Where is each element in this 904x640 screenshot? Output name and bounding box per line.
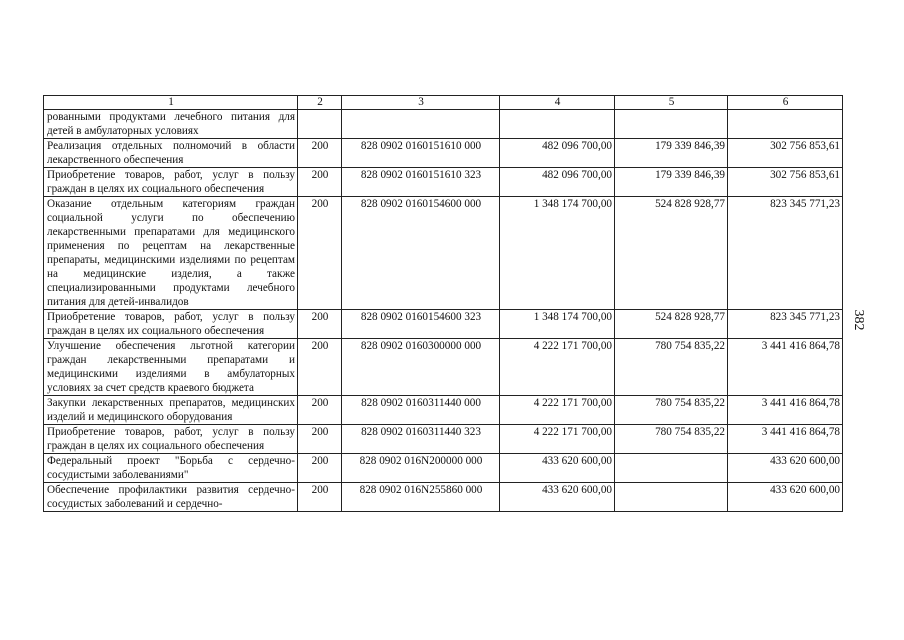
column-header-5: 5 xyxy=(615,96,728,110)
table-row xyxy=(44,483,843,512)
row-name: Приобретение товаров, работ, услуг в пользу граждан в целях их социального обеспечения xyxy=(44,168,298,197)
row-value-5: 179 339 846,39 xyxy=(615,139,728,168)
table-row xyxy=(44,197,843,310)
row-kbk: 828 0902 016N200000 000 xyxy=(342,454,500,483)
row-name: рованными продуктами лечебного питания для детей в амбулаторных условиях xyxy=(44,110,298,139)
row-value-5: 780 754 835,22 xyxy=(615,425,728,454)
table-row xyxy=(44,425,843,454)
row-value-5: 780 754 835,22 xyxy=(615,339,728,396)
row-code: 200 xyxy=(298,483,342,512)
row-value-6: 823 345 771,23 xyxy=(728,310,843,339)
row-kbk xyxy=(342,110,500,139)
row-value-5 xyxy=(615,454,728,483)
column-header-3: 3 xyxy=(342,96,500,110)
row-value-6: 433 620 600,00 xyxy=(728,454,843,483)
row-kbk: 828 0902 0160151610 323 xyxy=(342,168,500,197)
row-name: Приобретение товаров, работ, услуг в пользу граждан в целях их социального обеспечения xyxy=(44,310,298,339)
row-code: 200 xyxy=(298,197,342,310)
row-kbk: 828 0902 0160154600 000 xyxy=(342,197,500,310)
row-value-4 xyxy=(500,110,615,139)
row-kbk: 828 0902 0160311440 323 xyxy=(342,425,500,454)
row-value-6: 823 345 771,23 xyxy=(728,197,843,310)
table-row xyxy=(44,454,843,483)
table-row xyxy=(44,396,843,425)
row-value-4: 433 620 600,00 xyxy=(500,454,615,483)
row-kbk: 828 0902 0160300000 000 xyxy=(342,339,500,396)
row-name: Закупки лекарственных препаратов, медицинских изделий и медицинского оборудования xyxy=(44,396,298,425)
column-header-4: 4 xyxy=(500,96,615,110)
table-header-row xyxy=(44,96,843,110)
row-value-6: 302 756 853,61 xyxy=(728,168,843,197)
row-code: 200 xyxy=(298,310,342,339)
budget-table xyxy=(43,95,843,512)
row-name: Улучшение обеспечения льготной категории граждан лекарственными препаратами и медицинскими изделиями в амбулаторных условиях за счет средств краевого бюджета xyxy=(44,339,298,396)
row-value-4: 4 222 171 700,00 xyxy=(500,339,615,396)
column-header-1: 1 xyxy=(44,96,298,110)
row-kbk: 828 0902 0160311440 000 xyxy=(342,396,500,425)
row-kbk: 828 0902 0160154600 323 xyxy=(342,310,500,339)
row-value-6: 302 756 853,61 xyxy=(728,139,843,168)
row-value-5 xyxy=(615,110,728,139)
row-value-6: 433 620 600,00 xyxy=(728,483,843,512)
row-value-5: 524 828 928,77 xyxy=(615,310,728,339)
table-row xyxy=(44,139,843,168)
row-value-4: 482 096 700,00 xyxy=(500,139,615,168)
row-name: Оказание отдельным категориям граждан социальной услуги по обеспечению лекарственными препаратами для медицинского применения по рецептам на лекарственные препараты, медицинскими изделиями по рецептам на медицинские изделия, а также специализированными продуктами лечебного питания для детей-инвалидов xyxy=(44,197,298,310)
table-row xyxy=(44,168,843,197)
row-value-6: 3 441 416 864,78 xyxy=(728,396,843,425)
row-value-6: 3 441 416 864,78 xyxy=(728,339,843,396)
table-row xyxy=(44,339,843,396)
row-name: Реализация отдельных полномочий в области лекарственного обеспечения xyxy=(44,139,298,168)
row-value-4: 1 348 174 700,00 xyxy=(500,310,615,339)
row-value-5: 524 828 928,77 xyxy=(615,197,728,310)
table-row xyxy=(44,310,843,339)
row-value-5 xyxy=(615,483,728,512)
row-code: 200 xyxy=(298,396,342,425)
row-value-4: 1 348 174 700,00 xyxy=(500,197,615,310)
row-value-4: 433 620 600,00 xyxy=(500,483,615,512)
row-code: 200 xyxy=(298,425,342,454)
column-header-6: 6 xyxy=(728,96,843,110)
column-header-2: 2 xyxy=(298,96,342,110)
row-name: Федеральный проект "Борьба с сердечно-сосудистыми заболеваниями" xyxy=(44,454,298,483)
row-code: 200 xyxy=(298,139,342,168)
row-name: Обеспечение профилактики развития сердечно-сосудистых заболеваний и сердечно- xyxy=(44,483,298,512)
row-value-5: 179 339 846,39 xyxy=(615,168,728,197)
row-code: 200 xyxy=(298,339,342,396)
page-number: 382 xyxy=(851,309,866,331)
row-code: 200 xyxy=(298,168,342,197)
row-code xyxy=(298,110,342,139)
row-value-5: 780 754 835,22 xyxy=(615,396,728,425)
row-value-4: 482 096 700,00 xyxy=(500,168,615,197)
table-row xyxy=(44,110,843,139)
row-kbk: 828 0902 0160151610 000 xyxy=(342,139,500,168)
row-kbk: 828 0902 016N255860 000 xyxy=(342,483,500,512)
row-value-4: 4 222 171 700,00 xyxy=(500,396,615,425)
row-name: Приобретение товаров, работ, услуг в пользу граждан в целях их социального обеспечения xyxy=(44,425,298,454)
row-value-6: 3 441 416 864,78 xyxy=(728,425,843,454)
row-value-6 xyxy=(728,110,843,139)
row-value-4: 4 222 171 700,00 xyxy=(500,425,615,454)
row-code: 200 xyxy=(298,454,342,483)
